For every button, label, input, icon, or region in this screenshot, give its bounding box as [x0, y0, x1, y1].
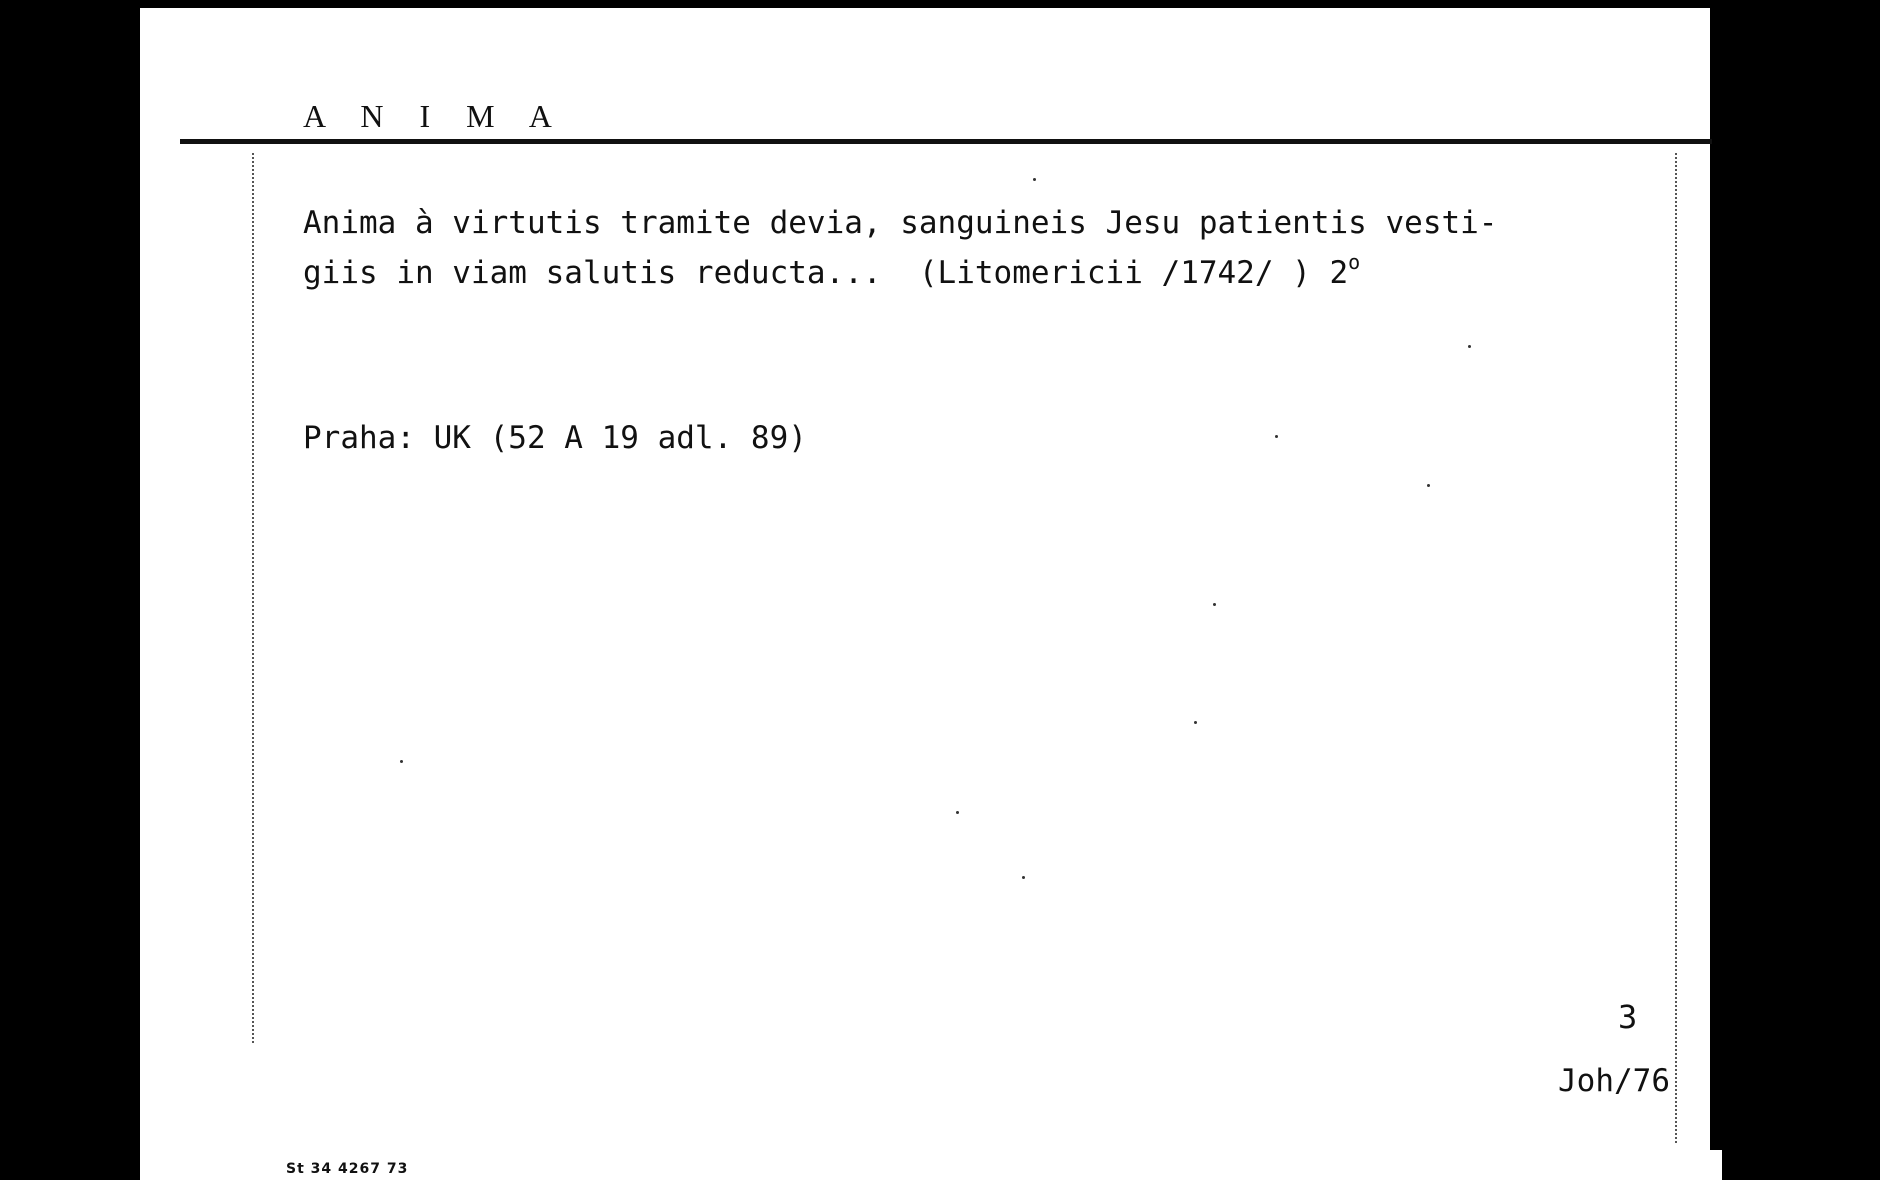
dust-speck — [1427, 484, 1430, 487]
dust-speck — [1468, 345, 1471, 348]
dust-speck — [956, 811, 959, 814]
left-margin-rule — [252, 153, 254, 1043]
right-margin-rule — [1675, 153, 1677, 1143]
dust-speck — [1022, 876, 1025, 879]
card-corner — [1710, 1150, 1722, 1180]
card-heading: A N I M A — [303, 98, 566, 134]
catalog-card — [140, 8, 1710, 1180]
dust-speck — [1033, 178, 1036, 181]
print-code: St 34 4267 73 — [286, 1161, 409, 1177]
dust-speck — [1213, 603, 1216, 606]
title-description — [303, 198, 1497, 298]
format-superscript: o — [1348, 250, 1361, 274]
cataloger-mark: Joh/76 — [1558, 1063, 1670, 1099]
title-line-2: giis in viam salutis reducta... (Litomericii /1742/ ) 2 — [303, 255, 1349, 291]
card-number: 3 — [1618, 998, 1638, 1036]
dust-speck — [1194, 721, 1197, 724]
holding-location: Praha: UK (52 A 19 adl. 89) — [303, 420, 807, 456]
dust-speck — [1275, 435, 1278, 438]
title-line-1: Anima à virtutis tramite devia, sanguineis Jesu patientis vesti- — [303, 205, 1498, 241]
dust-speck — [400, 760, 403, 763]
heading-rule — [180, 139, 1712, 144]
